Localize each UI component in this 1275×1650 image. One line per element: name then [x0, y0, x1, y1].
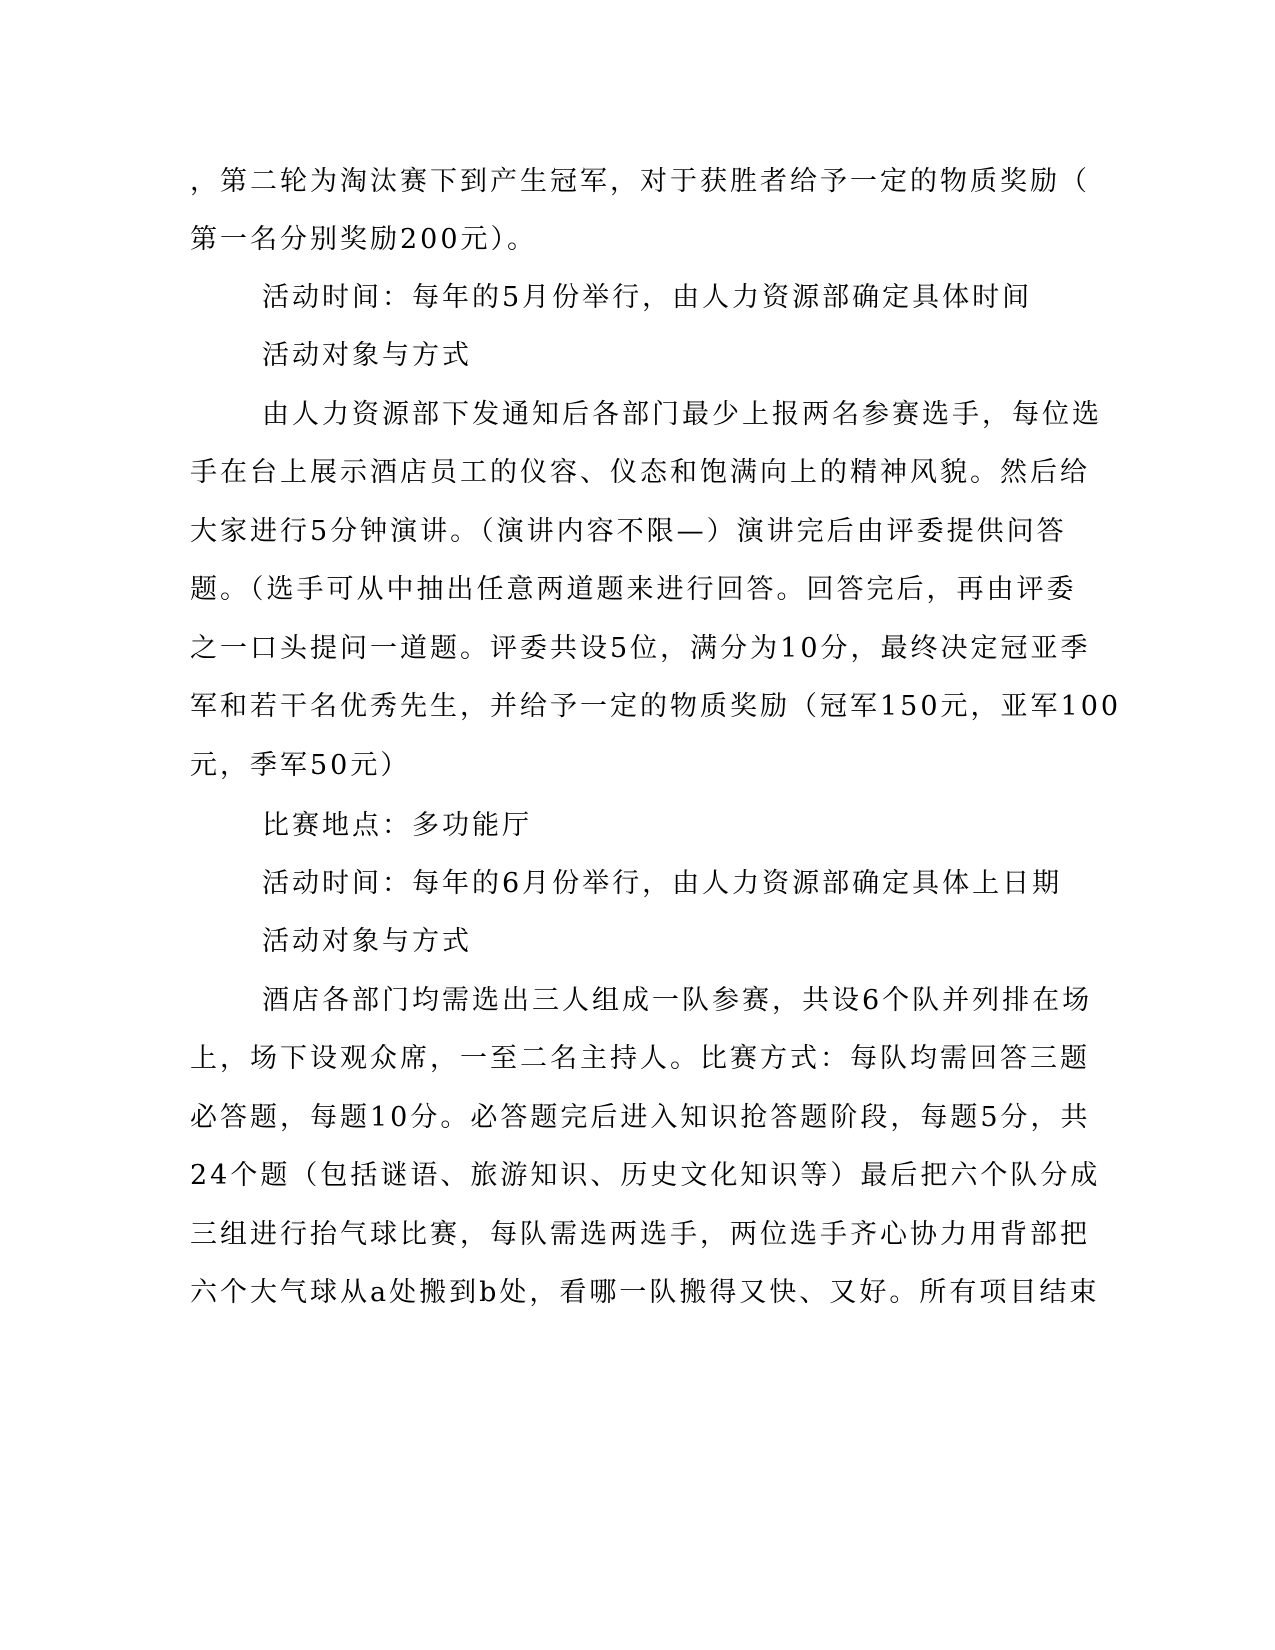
section-heading: 活动对象与方式 — [262, 340, 472, 371]
text-line: 军和若干名优秀先生，并给予一定的物质奖励（冠军150元，亚军100 — [190, 691, 1122, 722]
text-line: ，第二轮为淘汰赛下到产生冠军，对于获胜者给予一定的物质奖励（ — [190, 166, 1090, 197]
text-line: 上，场下设观众席，一至二名主持人。比赛方式：每队均需回答三题 — [190, 1043, 1090, 1074]
section-heading: 活动对象与方式 — [262, 926, 472, 957]
text-line: 三组进行抬气球比赛，每队需选两选手，两位选手齐心协力用背部把 — [190, 1219, 1090, 1250]
text-line: 六个大气球从a处搬到b处，看哪一队搬得又快、又好。所有项目结束 — [190, 1277, 1100, 1308]
text-line: 大家进行5分钟演讲。（演讲内容不限—）演讲完后由评委提供问答 — [190, 516, 1067, 547]
text-line: 24个题（包括谜语、旅游知识、历史文化知识等）最后把六个队分成 — [190, 1160, 1101, 1191]
text-line: 题。（选手可从中抽出任意两道题来进行回答。回答完后，再由评委 — [190, 574, 1077, 605]
text-line: 活动时间：每年的6月份举行，由人力资源部确定具体上日期 — [262, 868, 1063, 899]
text-line: 活动时间：每年的5月份举行，由人力资源部确定具体时间 — [262, 282, 1033, 313]
text-line: 手在台上展示酒店员工的仪容、仪态和饱满向上的精神风貌。然后给 — [190, 457, 1090, 488]
text-line: 比赛地点：多功能厅 — [262, 810, 532, 841]
text-line: 元，季军50元） — [190, 750, 411, 781]
text-line: 由人力资源部下发通知后各部门最少上报两名参赛选手，每位选 — [262, 399, 1102, 430]
text-line: 之一口头提问一道题。评委共设5位，满分为10分，最终决定冠亚季 — [190, 633, 1091, 664]
text-line: 酒店各部门均需选出三人组成一队参赛，共设6个队并列排在场 — [262, 985, 1093, 1016]
text-line: 第一名分别奖励200元）。 — [190, 224, 538, 255]
text-line: 必答题，每题10分。必答题完后进入知识抢答题阶段，每题5分，共 — [190, 1102, 1091, 1133]
